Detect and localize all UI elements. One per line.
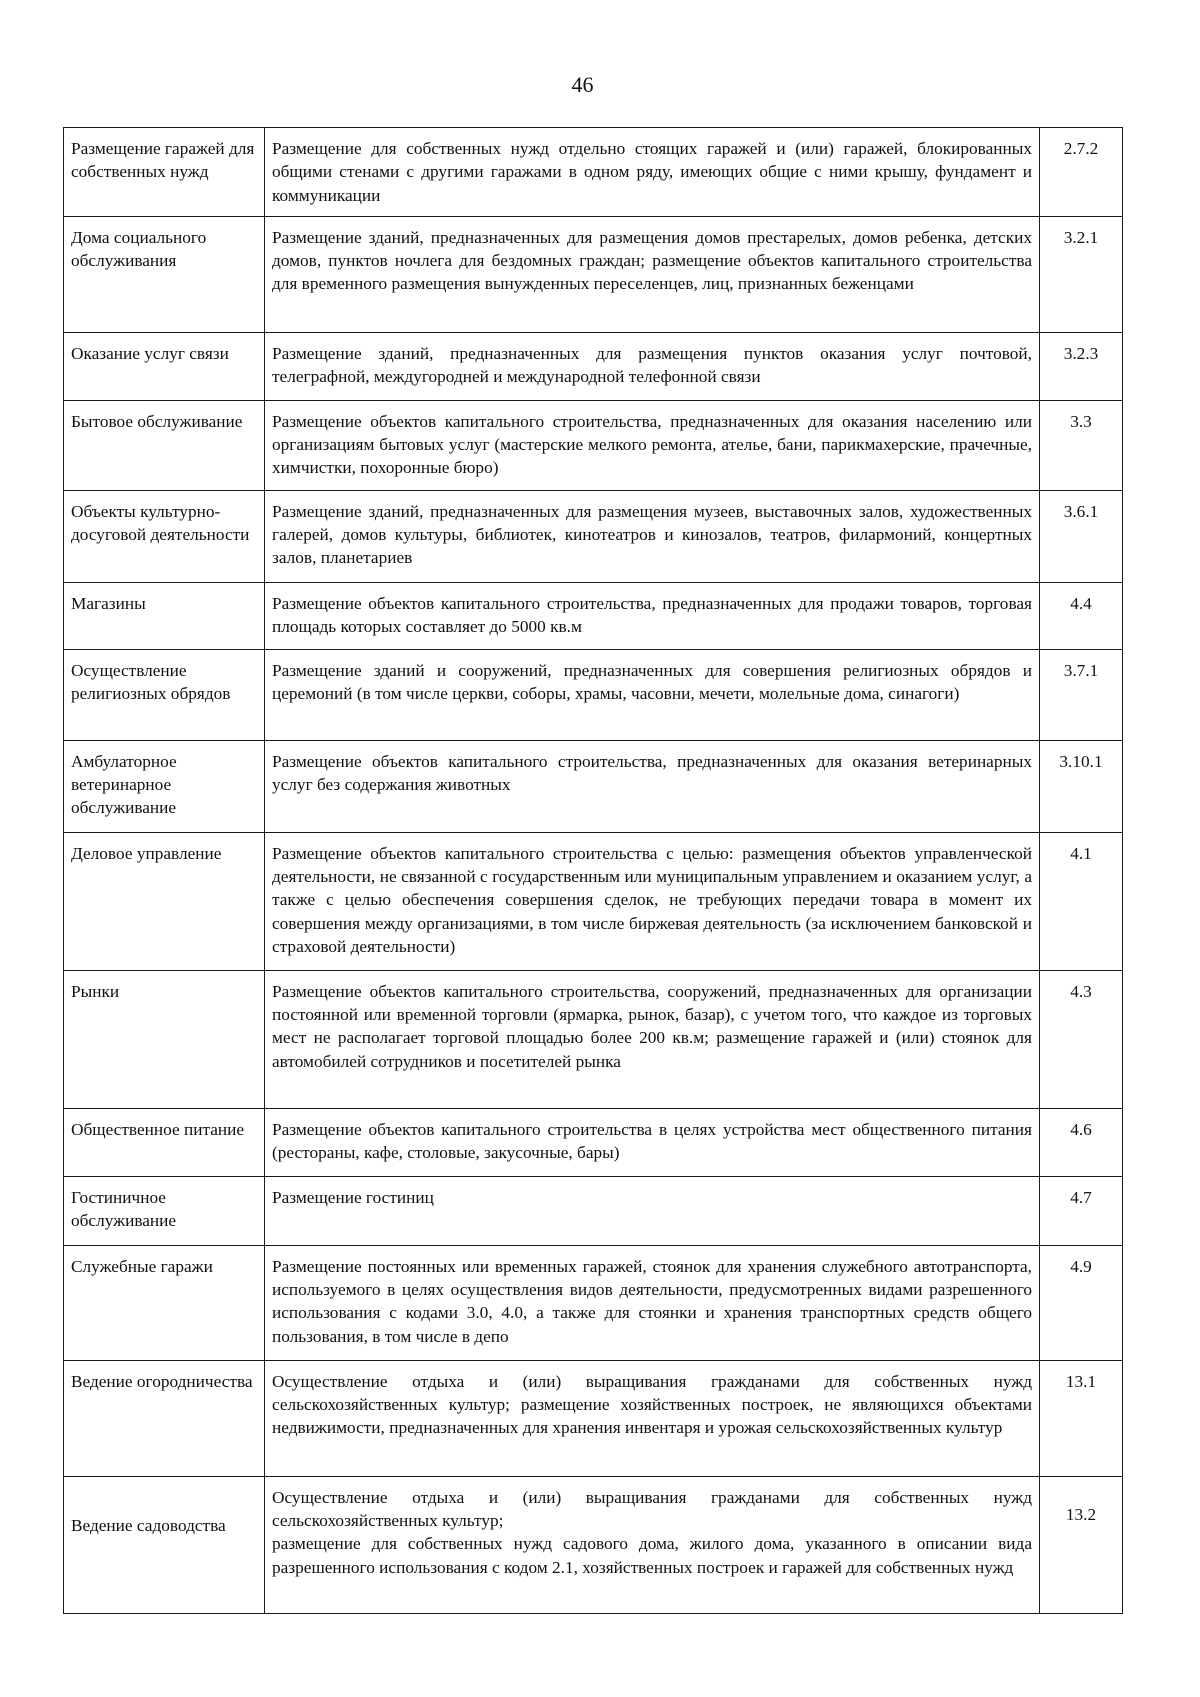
row-name-cell: Размещение гаражей для собственных нужд [64, 128, 265, 217]
row-description-cell: Размещение объектов капитального строительства, предназначенных для продажи товаров, торговая площадь которых составляет до 5000 кв.м [265, 582, 1040, 649]
row-name-cell: Деловое управление [64, 832, 265, 970]
row-code-cell: 4.4 [1040, 582, 1123, 649]
row-description-cell: Размещение зданий и сооружений, предназначенных для совершения религиозных обрядов и церемоний (в том числе церкви, соборы, храмы, часовни, мечети, молельные дома, синагоги) [265, 649, 1040, 740]
row-code-cell: 13.1 [1040, 1360, 1123, 1476]
row-description-cell: Размещение зданий, предназначенных для размещения домов престарелых, домов ребенка, детских домов, пунктов ночлега для бездомных граждан; размещение объектов капитального строительства для временного размещения вынужденных переселенцев, лиц, признанных беженцами [265, 216, 1040, 332]
table-row [64, 400, 1123, 490]
row-code-cell: 4.3 [1040, 970, 1123, 1108]
row-name-cell: Осуществление религиозных обрядов [64, 649, 265, 740]
row-name-cell: Магазины [64, 582, 265, 649]
row-name-cell: Оказание услуг связи [64, 332, 265, 400]
row-description-cell: Осуществление отдыха и (или) выращивания гражданами для собственных нужд сельскохозяйственных культур; размещение хозяйственных построек, не являющихся объектами недвижимости, предназначенных для хранения инвентаря и урожая сельскохозяйственных культур [265, 1360, 1040, 1476]
row-code-cell: 4.1 [1040, 832, 1123, 970]
row-name-cell: Ведение садоводства [64, 1476, 265, 1613]
row-code-cell: 2.7.2 [1040, 128, 1123, 217]
row-name-cell: Объекты культурно-досуговой деятельности [64, 490, 265, 582]
row-description-cell: Размещение постоянных или временных гаражей, стоянок для хранения служебного автотранспорта, используемого в целях осуществления видов деятельности, предусмотренных видами разрешенного использования с кодами 3.0, 4.0, а также для стоянки и хранения транспортных средств общего пользования, в том числе в депо [265, 1245, 1040, 1360]
table-row [64, 216, 1123, 332]
row-description-cell: Размещение объектов капитального строительства, предназначенных для оказания ветеринарных услуг без содержания животных [265, 740, 1040, 832]
row-description-cell: Размещение зданий, предназначенных для размещения пунктов оказания услуг почтовой, телеграфной, междугородней и международной телефонной связи [265, 332, 1040, 400]
row-name-cell: Бытовое обслуживание [64, 400, 265, 490]
row-name-cell: Ведение огородничества [64, 1360, 265, 1476]
row-code-cell: 3.6.1 [1040, 490, 1123, 582]
row-code-cell: 3.3 [1040, 400, 1123, 490]
row-name-cell: Общественное питание [64, 1108, 265, 1176]
row-description-cell: Размещение зданий, предназначенных для размещения музеев, выставочных залов, художественных галерей, домов культуры, библиотек, кинотеатров и кинозалов, театров, филармоний, концертных залов, планетариев [265, 490, 1040, 582]
row-description-cell: Размещение объектов капитального строительства, предназначенных для оказания населению или организациям бытовых услуг (мастерские мелкого ремонта, ателье, бани, парикмахерские, прачечные, химчистки, похоронные бюро) [265, 400, 1040, 490]
description-paragraph: размещение для собственных нужд садового дома, жилого дома, указанного в описании вида разрешенного использования с кодом 2.1, хозяйственных построек и гаражей для собственных нужд [272, 1534, 1032, 1577]
row-name-cell: Амбулаторное ветеринарное обслуживание [64, 740, 265, 832]
row-name-cell: Дома социального обслуживания [64, 216, 265, 332]
table-row [64, 1476, 1123, 1613]
table-row [64, 128, 1123, 217]
row-description-cell: Размещение для собственных нужд отдельно стоящих гаражей и (или) гаражей, блокированных общими стенами с другими гаражами в одном ряду, имеющих общие с ними крышу, фундамент и коммуникации [265, 128, 1040, 217]
row-description-cell: Размещение объектов капитального строительства в целях устройства мест общественного питания (рестораны, кафе, столовые, закусочные, бары) [265, 1108, 1040, 1176]
row-name-cell: Рынки [64, 970, 265, 1108]
table-row [64, 1176, 1123, 1245]
table-row [64, 649, 1123, 740]
table-row [64, 970, 1123, 1108]
row-description-cell: Размещение объектов капитального строительства, сооружений, предназначенных для организации постоянной или временной торговли (ярмарка, рынок, базар), с учетом того, что каждое из торговых мест не располагает торговой площадью более 200 кв.м; размещение гаражей и (или) стоянок для автомобилей сотрудников и посетителей рынка [265, 970, 1040, 1108]
row-description-cell: Размещение гостиниц [265, 1176, 1040, 1245]
table-row [64, 832, 1123, 970]
row-code-cell: 3.10.1 [1040, 740, 1123, 832]
table-row [64, 1245, 1123, 1360]
row-code-cell: 3.2.1 [1040, 216, 1123, 332]
row-name-cell: Служебные гаражи [64, 1245, 265, 1360]
description-paragraph: Осуществление отдыха и (или) выращивания гражданами для собственных нужд сельскохозяйственных культур; [272, 1487, 1032, 1531]
row-code-cell: 4.9 [1040, 1245, 1123, 1360]
table-row [64, 740, 1123, 832]
page-number: 46 [571, 72, 594, 97]
row-description-cell [265, 1476, 1040, 1613]
table-row [64, 490, 1123, 582]
land-use-table [63, 127, 1123, 1614]
row-code-cell: 3.2.3 [1040, 332, 1123, 400]
row-code-cell: 4.6 [1040, 1108, 1123, 1176]
table-row [64, 332, 1123, 400]
row-description-cell: Размещение объектов капитального строительства с целью: размещения объектов управленческой деятельности, не связанной с государственным или муниципальным управлением и оказанием услуг, а также с целью обеспечения совершения сделок, не требующих передачи товара в момент их совершения между организациями, в том числе биржевая деятельность (за исключением банковской и страховой деятельности) [265, 832, 1040, 970]
row-name-cell: Гостиничное обслуживание [64, 1176, 265, 1245]
table-row [64, 582, 1123, 649]
row-code-cell: 13.2 [1040, 1476, 1123, 1613]
row-code-cell: 3.7.1 [1040, 649, 1123, 740]
table-row [64, 1360, 1123, 1476]
table-row [64, 1108, 1123, 1176]
row-code-cell: 4.7 [1040, 1176, 1123, 1245]
